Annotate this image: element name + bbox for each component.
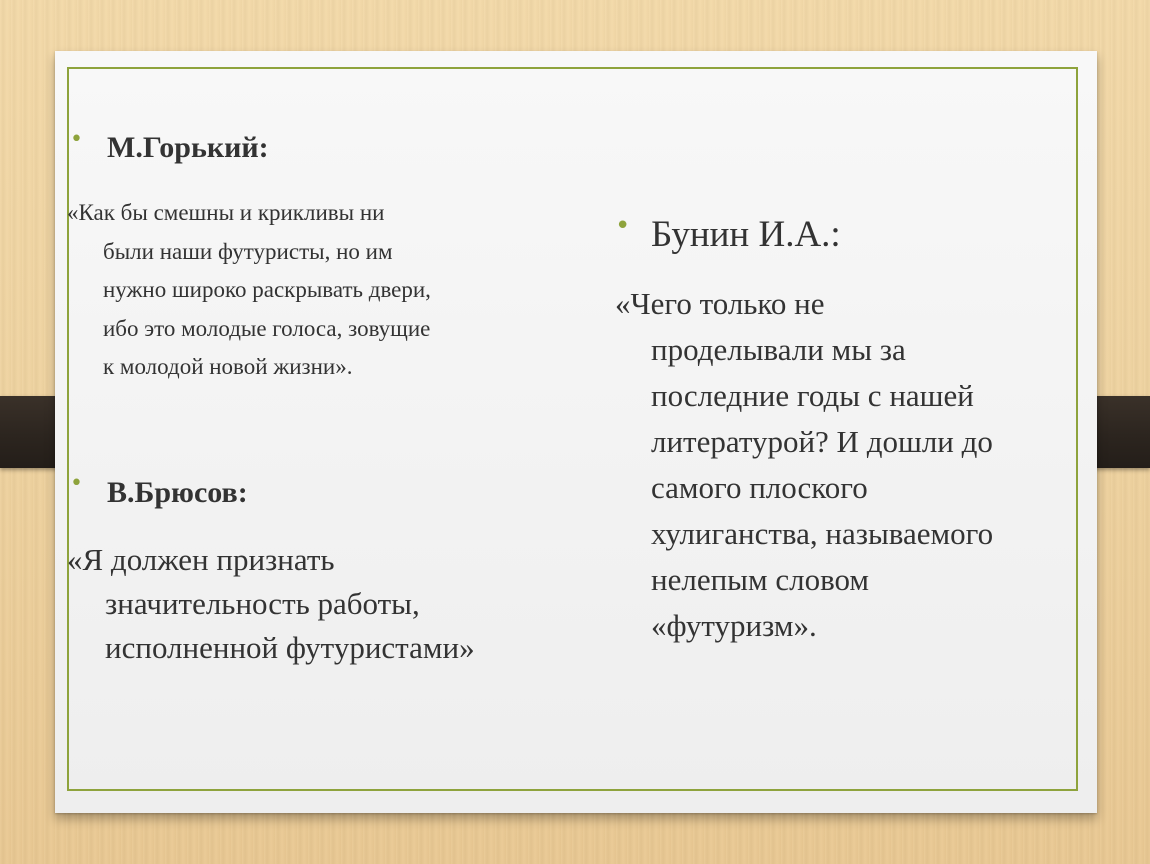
quote-line: проделывали мы за [651,332,906,367]
quote-line: исполненной футуристами» [105,630,475,665]
quote-line: «Чего только не [615,286,825,321]
quote-line: «Я должен признать [67,542,335,577]
quote-line: литературой? И дошли до [651,424,993,459]
quote-line: «Как бы смешны и крикливы ни [67,200,385,225]
quote-line: ибо это молодые голоса, зовущие [103,315,431,341]
quote-line: последние годы с нашей [651,378,974,413]
bunin-quote [615,281,993,649]
quote-line: нужно широко раскрывать двери, [103,277,431,302]
bryusov-heading: В.Брюсов: [107,476,248,509]
slide-card [55,51,1097,813]
quote-line: «футуризм». [651,608,817,643]
quote-line: значительность работы, [105,586,420,621]
gorky-heading: М.Горький: [107,131,269,164]
quote-line: были наши футуристы, но им [103,238,393,264]
quote-line: нелепым словом [651,562,870,597]
bunin-heading: Бунин И.А.: [651,214,841,255]
gorky-quote [67,194,431,387]
quote-line: хулиганства, называемого [651,516,994,551]
bullet-icon: • [70,471,83,496]
bullet-icon: • [70,127,83,152]
quote-line: к молодой новой жизни». [103,354,353,379]
bullet-icon: • [615,211,631,241]
bryusov-quote [67,538,475,670]
quote-line: самого плоского [651,470,868,505]
